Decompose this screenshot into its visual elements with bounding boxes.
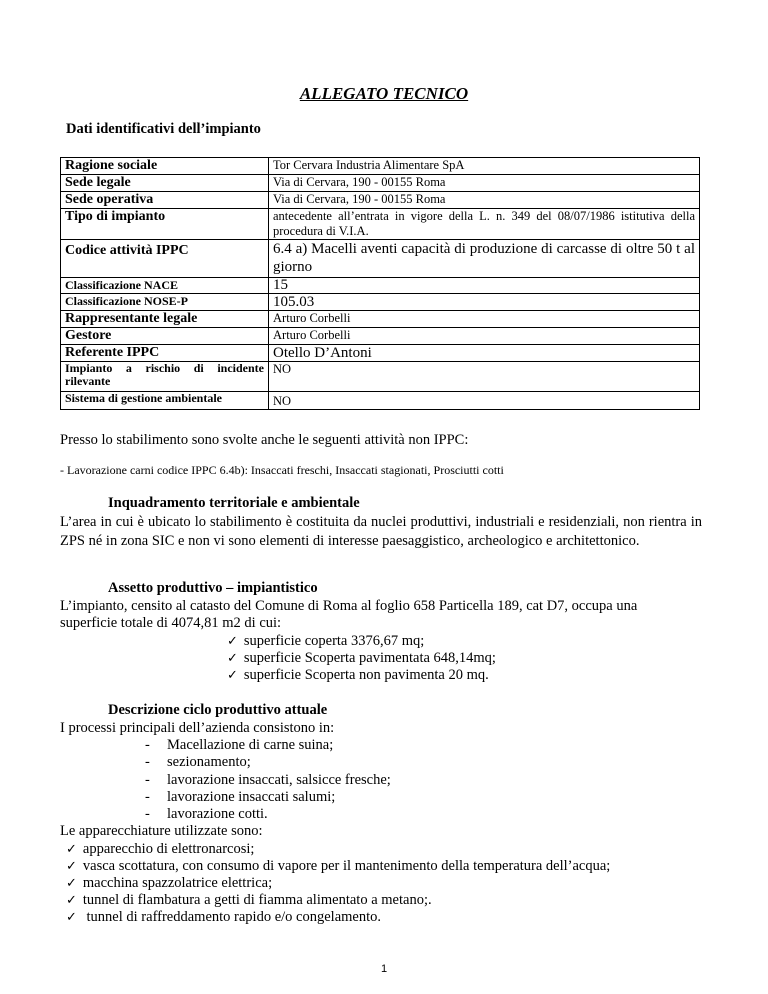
table-key: Rappresentante legale: [61, 311, 269, 328]
section-heading: Descrizione ciclo produttivo attuale: [108, 702, 328, 718]
table-row: [61, 311, 700, 328]
table-key: Classificazione NACE: [61, 278, 269, 294]
process-item: - Macellazione di carne suina;: [145, 737, 333, 754]
checklist-item: ✓ tunnel di flambatura a getti di fiamma alimentato a metano;.: [66, 892, 432, 909]
checklist-item: ✓ apparecchio di elettronarcosi;: [66, 841, 254, 858]
table-value: Arturo Corbelli: [269, 311, 700, 328]
table-value: Via di Cervara, 190 - 00155 Roma: [269, 175, 700, 192]
table-row: [61, 362, 700, 392]
table-key: Ragione sociale: [61, 158, 269, 175]
table-key: Classificazione NOSE-P: [61, 294, 269, 311]
non-ippc-intro: Presso lo stabilimento sono svolte anche le seguenti attività non IPPC:: [60, 432, 469, 448]
section-heading: Assetto produttivo – impiantistico: [108, 580, 318, 596]
section-line: L’impianto, censito al catasto del Comune di Roma al foglio 658 Particella 189, cat D7, occupa una: [60, 598, 638, 614]
checklist-item: ✓ superficie Scoperta pavimentata 648,14mq;: [227, 650, 496, 667]
section-heading: Inquadramento territoriale e ambientale: [108, 495, 360, 511]
table-value: 105.03: [269, 294, 700, 311]
table-key: Tipo di impianto: [61, 209, 269, 240]
table-key: Sede operativa: [61, 192, 269, 209]
table-row: [61, 328, 700, 345]
table-value: antecedente all’entrata in vigore della L. n. 349 del 08/07/1986 istitutiva della procedura di V.I.A.: [269, 209, 700, 240]
plant-identification-table: [60, 157, 700, 410]
table-row: [61, 278, 700, 294]
non-ippc-item: - Lavorazione carni codice IPPC 6.4b): Insaccati freschi, Insaccati stagionati, Prosciutti cotti: [60, 463, 504, 477]
table-row: [61, 192, 700, 209]
section-line: I processi principali dell’azienda consistono in:: [60, 720, 335, 736]
checklist-item: ✓ superficie Scoperta non pavimenta 20 mq.: [227, 667, 489, 684]
table-key: Codice attività IPPC: [61, 240, 269, 278]
section-line: superficie totale di 4074,81 m2 di cui:: [60, 615, 282, 631]
checklist-item: ✓ superficie coperta 3376,67 mq;: [227, 633, 424, 650]
table-value: Otello D’Antoni: [269, 345, 700, 362]
section-paragraph: L’area in cui è ubicato lo stabilimento è costituita da nuclei produttivi, industriali e residenziali, non rientra in ZPS né in zona SIC e non vi sono elementi di interesse paesaggistico, archeologico e architettonico.: [60, 514, 702, 549]
table-key: Impianto a rischio di incidente rilevante: [61, 362, 269, 392]
table-row: [61, 345, 700, 362]
process-item: - sezionamento;: [145, 754, 251, 771]
table-key: Sede legale: [61, 175, 269, 192]
table-row: [61, 240, 700, 278]
process-item: - lavorazione insaccati, salsicce fresche;: [145, 772, 391, 789]
table-row: [61, 175, 700, 192]
table-value: Arturo Corbelli: [269, 328, 700, 345]
checklist-item: ✓ tunnel di raffreddamento rapido e/o congelamento.: [66, 909, 381, 926]
table-value: NO: [269, 392, 700, 410]
table-value: Via di Cervara, 190 - 00155 Roma: [269, 192, 700, 209]
table-row: [61, 294, 700, 311]
table-value: 6.4 a) Macelli aventi capacità di produzione di carcasse di oltre 50 t al giorno: [269, 240, 700, 278]
process-item: - lavorazione insaccati salumi;: [145, 789, 335, 806]
section-subtitle: Dati identificativi dell’impianto: [66, 121, 261, 137]
table-value: Tor Cervara Industria Alimentare SpA: [269, 158, 700, 175]
table-value: NO: [269, 362, 700, 392]
table-key: Gestore: [61, 328, 269, 345]
checklist-item: ✓ vasca scottatura, con consumo di vapore per il mantenimento della temperatura dell’acqua;: [66, 858, 610, 875]
table-row: [61, 158, 700, 175]
table-row: [61, 209, 700, 240]
checklist-item: ✓ macchina spazzolatrice elettrica;: [66, 875, 272, 892]
document-title: ALLEGATO TECNICO: [299, 84, 469, 103]
table-key: Referente IPPC: [61, 345, 269, 362]
section-line: Le apparecchiature utilizzate sono:: [60, 823, 263, 839]
table-key: Sistema di gestione ambientale: [61, 392, 269, 410]
table-row: [61, 392, 700, 410]
process-item: - lavorazione cotti.: [145, 806, 268, 823]
page-number: 1: [380, 963, 388, 975]
table-value: 15: [269, 278, 700, 294]
